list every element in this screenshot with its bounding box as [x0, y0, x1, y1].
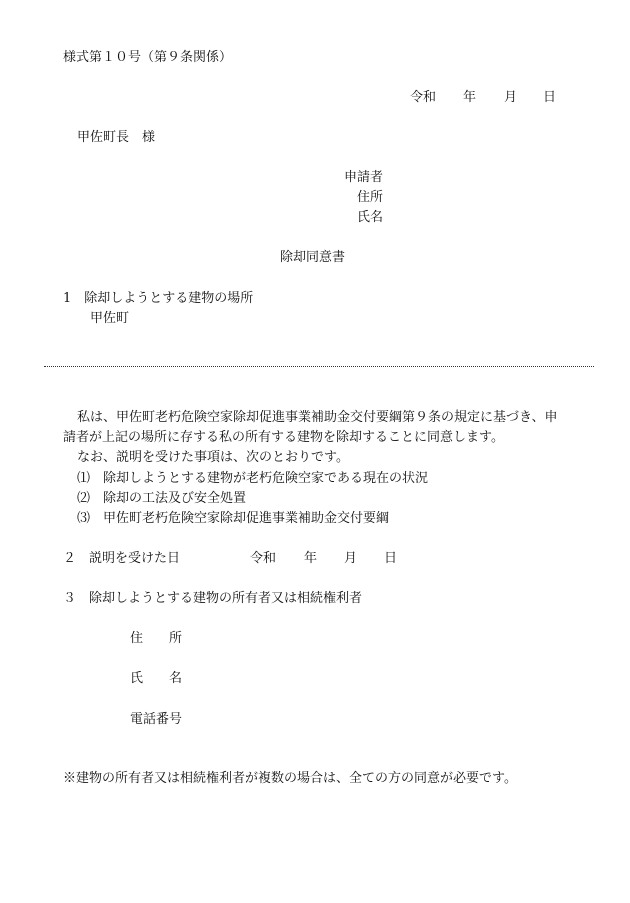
section2-era: 令和	[250, 551, 277, 566]
applicant-address-label: 住所	[357, 190, 384, 205]
date-month: 月	[504, 90, 518, 105]
section1-label: 1 除却しようとする建物の場所	[63, 291, 254, 306]
document-title: 除却同意書	[280, 250, 346, 265]
section2-month: 月	[344, 551, 358, 566]
date-day: 日	[543, 90, 557, 105]
consent-item-2: ⑵ 除却の工法及び安全処置	[77, 491, 247, 506]
date-era: 令和	[410, 90, 437, 105]
section2-day: 日	[384, 551, 398, 566]
applicant-label: 申請者	[344, 170, 384, 185]
dotted-separator	[44, 366, 594, 367]
section2-label: ２ 説明を受けた日	[63, 551, 181, 566]
owner-address-label: 住 所	[130, 631, 183, 646]
consent-line-2: 請者が上記の場所に存する私の所有する建物を除却することに同意します。	[63, 430, 504, 445]
addressee: 甲佐町長 様	[77, 130, 156, 145]
section1-value: 甲佐町	[90, 311, 130, 326]
consent-item-3: ⑶ 甲佐町老朽危険空家除却促進事業補助金交付要綱	[77, 511, 390, 526]
date-year: 年	[463, 90, 477, 105]
consent-item-1: ⑴ 除却しようとする建物が老朽危険空家である現在の状況	[77, 471, 429, 486]
form-number: 様式第１０号（第９条関係）	[63, 50, 233, 65]
consent-line-3: なお、説明を受けた事項は、次のとおりです。	[77, 450, 349, 465]
section2-year: 年	[304, 551, 318, 566]
owner-name-label: 氏 名	[130, 671, 183, 686]
footnote: ※建物の所有者又は相続権利者が複数の場合は、全ての方の同意が必要です。	[63, 771, 517, 786]
owner-phone-label: 電話番号	[130, 712, 183, 727]
applicant-name-label: 氏名	[357, 210, 384, 225]
section3-label: ３ 除却しようとする建物の所有者又は相続権利者	[63, 591, 363, 606]
consent-line-1: 私は、甲佐町老朽危険空家除却促進事業補助金交付要綱第９条の規定に基づき、申	[77, 410, 558, 425]
